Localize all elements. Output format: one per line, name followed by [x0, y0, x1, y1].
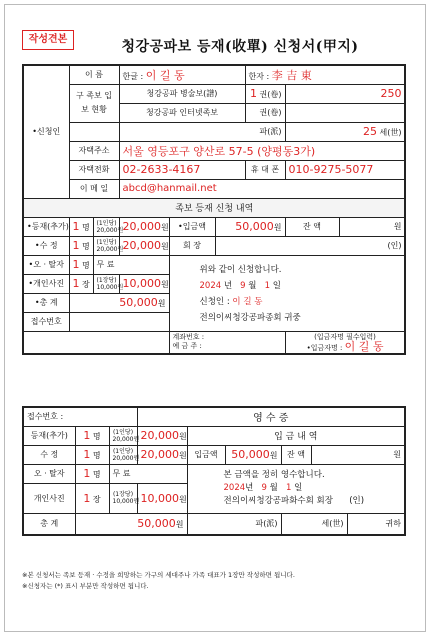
- sample-stamp: 작성견본: [22, 30, 74, 50]
- pa-field[interactable]: 파(派): [119, 122, 285, 141]
- applicant-section-label: • 신청인: [23, 65, 69, 198]
- email-label: 이 메 일: [69, 179, 119, 198]
- total-amount[interactable]: 50,000원: [69, 293, 169, 312]
- row-modify-label: • 수 정: [23, 236, 69, 255]
- pa-blank: [69, 122, 119, 141]
- receipt-no-label: 접수번호 :: [23, 407, 137, 426]
- mobile-label: 휴 대 폰: [245, 160, 285, 179]
- address-field[interactable]: 서울 영등포구 양산로 57-5 (양평동3가): [119, 141, 405, 160]
- rc-pa: 파(派): [187, 513, 281, 535]
- receipt-no-field[interactable]: [69, 312, 169, 331]
- details-header: 족보 등재 신청 내역: [23, 198, 405, 217]
- rc-modify-amount: 20,000원: [137, 445, 187, 464]
- addressee: 전의이씨청강공파종회 귀중: [199, 312, 301, 323]
- row-typo-label: • 오 · 탈자: [23, 255, 69, 274]
- book1-volume[interactable]: 1 권(卷): [245, 84, 285, 103]
- hangul-name-cell[interactable]: 한글 : 이 길 동: [119, 65, 245, 84]
- balance-label: 잔 액: [285, 217, 339, 236]
- rc-typo-free: 무 료: [109, 464, 187, 483]
- rc-register-count: 1: [83, 429, 91, 442]
- rc-modify-label: 수 정: [23, 445, 75, 464]
- balance-amount[interactable]: 원: [339, 217, 405, 236]
- photo-amount[interactable]: 10,000원: [119, 274, 169, 293]
- rc-typo-count: 1: [83, 467, 91, 480]
- name-label: 이 름: [69, 65, 119, 84]
- hanja-name: 李 吉 東: [271, 68, 312, 82]
- rc-balance-label: 잔 액: [281, 445, 311, 464]
- book2-page[interactable]: [285, 103, 405, 122]
- rc-typo-label: 오 · 탈자: [23, 464, 75, 483]
- declaration-date: 2024 년 9 월 1 일: [199, 280, 281, 291]
- rc-total-amount: 50,000원: [75, 513, 187, 535]
- note-2: ※신청자는 (*) 표시 부분만 작성하면 됩니다.: [22, 582, 149, 590]
- application-table: • 신청인 이 름 한글 : 이 길 동 한자 : 李 吉 東 구 족보 입보 현황 청강공파 병술보(譜) 1 권(卷) 250 청강공파 인터넷족보 권(卷) 파(派) 25 세(世) 자택주소 서울 영등포구 양산로 57-5 (양평동3가) 자택전화 02-2633-4167 휴 대 폰 010-9275-5077 이 메 일 abcd@hanmail.net 족보 등재 신청 내역 • 등재(추가) 1 명 (1인당) 20,000원 20,000원 • 입금액 50,000원 잔 액 원 • 수 정 1 명 (1인당) 20,000원 20,000원 회 장 (인) • 오 · 탈자 1 명 무 료 위와 같이 신청합니다. 2024 년 9 월 1 일 신청인 : 이 길 동 전의이씨청강공파종회 귀중 • 개인사진 1 장 (1장당) 10,000원 10,000원 • 총 계 50,000원 접수번호 계좌번호 : 예 금 주 : (입금자명 필수입력) • 입금자명 : 이 길 동: [22, 64, 406, 355]
- pay-seal: (인): [215, 236, 405, 255]
- photo-rate: (1장당) 10,000원: [93, 274, 119, 293]
- modify-rate: (1인당) 20,000원: [93, 236, 119, 255]
- mobile-field[interactable]: 010-9275-5077: [285, 160, 405, 179]
- hanja-name-cell[interactable]: 한자 : 李 吉 東: [245, 65, 405, 84]
- modify-amount[interactable]: 20,000원: [119, 236, 169, 255]
- receipt-title: 영 수 증: [137, 407, 405, 426]
- blank-cell: [23, 331, 169, 354]
- book-status-label: 구 족보 입보 현황: [69, 84, 119, 122]
- typo-free: 무 료: [93, 255, 169, 274]
- register-amount[interactable]: 20,000원: [119, 217, 169, 236]
- form-title: 청강공파보 등재(收單) 신청서(甲지): [121, 39, 359, 55]
- declaration-block: [169, 255, 405, 331]
- book1-page[interactable]: 250: [285, 84, 405, 103]
- generation-field[interactable]: 25 세(世): [285, 122, 405, 141]
- rc-deposit-amount: 50,000원: [225, 445, 281, 464]
- email-field[interactable]: abcd@hanmail.net: [119, 179, 405, 198]
- hangul-name: 이 길 동: [145, 68, 185, 82]
- deposit-label: • 입금액: [169, 217, 215, 236]
- register-rate: (1인당) 20,000원: [93, 217, 119, 236]
- modify-count[interactable]: 1: [72, 239, 80, 252]
- typo-count[interactable]: 1: [72, 258, 80, 271]
- rc-photo-label: 개인사진: [23, 483, 75, 513]
- row-register-label: • 등재(추가): [23, 217, 69, 236]
- row-photo-label: • 개인사진: [23, 274, 69, 293]
- depositor-block[interactable]: (입금자명 필수입력) • 입금자명 : 이 길 동: [285, 331, 405, 354]
- deposit-amount[interactable]: 50,000원: [215, 217, 285, 236]
- rc-register-rate: (1인당) 20,000원: [109, 426, 137, 445]
- rc-declaration: 본 금액을 정히 영수합니다. 2024년 9 월 1 일 전의이씨청강공파화수회 회장 (인): [187, 464, 405, 513]
- signer-line: 신청인 : 이 길 동: [199, 296, 263, 307]
- rc-photo-count: 1: [83, 491, 91, 505]
- rc-photo-rate: (1장당) 10,000원: [109, 483, 137, 513]
- book2-volume[interactable]: 권(卷): [245, 103, 285, 122]
- book1-name: 청강공파 병술보(譜): [119, 84, 245, 103]
- rc-register-label: 등재(추가): [23, 426, 75, 445]
- address-label: 자택주소: [69, 141, 119, 160]
- rc-addressee: 귀하: [347, 513, 405, 535]
- declaration-text: 위와 같이 신청합니다.: [199, 264, 282, 275]
- pay-label: 회 장: [169, 236, 215, 255]
- rc-total-label: 총 계: [23, 513, 75, 535]
- phone-label: 자택전화: [69, 160, 119, 179]
- rc-generation: 세(世): [281, 513, 347, 535]
- rc-photo-amount: 10,000원: [137, 483, 187, 513]
- rc-deposit-header: 입 금 내 역: [187, 426, 405, 445]
- rc-modify-count: 1: [83, 448, 91, 461]
- phone-field[interactable]: 02-2633-4167: [119, 160, 245, 179]
- receipt-no-label: 접수번호: [23, 312, 69, 331]
- footnotes: [22, 570, 412, 592]
- photo-count[interactable]: 1: [72, 277, 80, 290]
- account-info[interactable]: 계좌번호 : 예 금 주 :: [169, 331, 285, 354]
- total-label: • 총 계: [23, 293, 69, 312]
- rc-deposit-label: 입금액: [187, 445, 225, 464]
- receipt-table: 접수번호 : 영 수 증 등재(추가) 1 명 (1인당) 20,000원 20,000원 입 금 내 역 수 정 1 명 (1인당) 20,000원 20,000원 입금액 50,000원 잔 액 원 오 · 탈자 1 명 무 료 본 금액을 정히 영수합니다. 2024년 9 월 1 일 전의이씨청강공파화수회 회장 (인) 개인사진 1 장 (1장당) 10,000원 10,000원 총 계 50,000원 파(派) 세(世) 귀하: [22, 406, 406, 536]
- note-1: ※본 신청서는 족보 등재 · 수정을 희망하는 가구의 세대주나 가족 대표가 1장만 작성하면 됩니다.: [22, 571, 295, 579]
- register-count[interactable]: 1: [72, 220, 80, 233]
- book2-name: 청강공파 인터넷족보: [119, 103, 245, 122]
- rc-modify-rate: (1인당) 20,000원: [109, 445, 137, 464]
- rc-balance-amount: 원: [311, 445, 405, 464]
- rc-register-amount: 20,000원: [137, 426, 187, 445]
